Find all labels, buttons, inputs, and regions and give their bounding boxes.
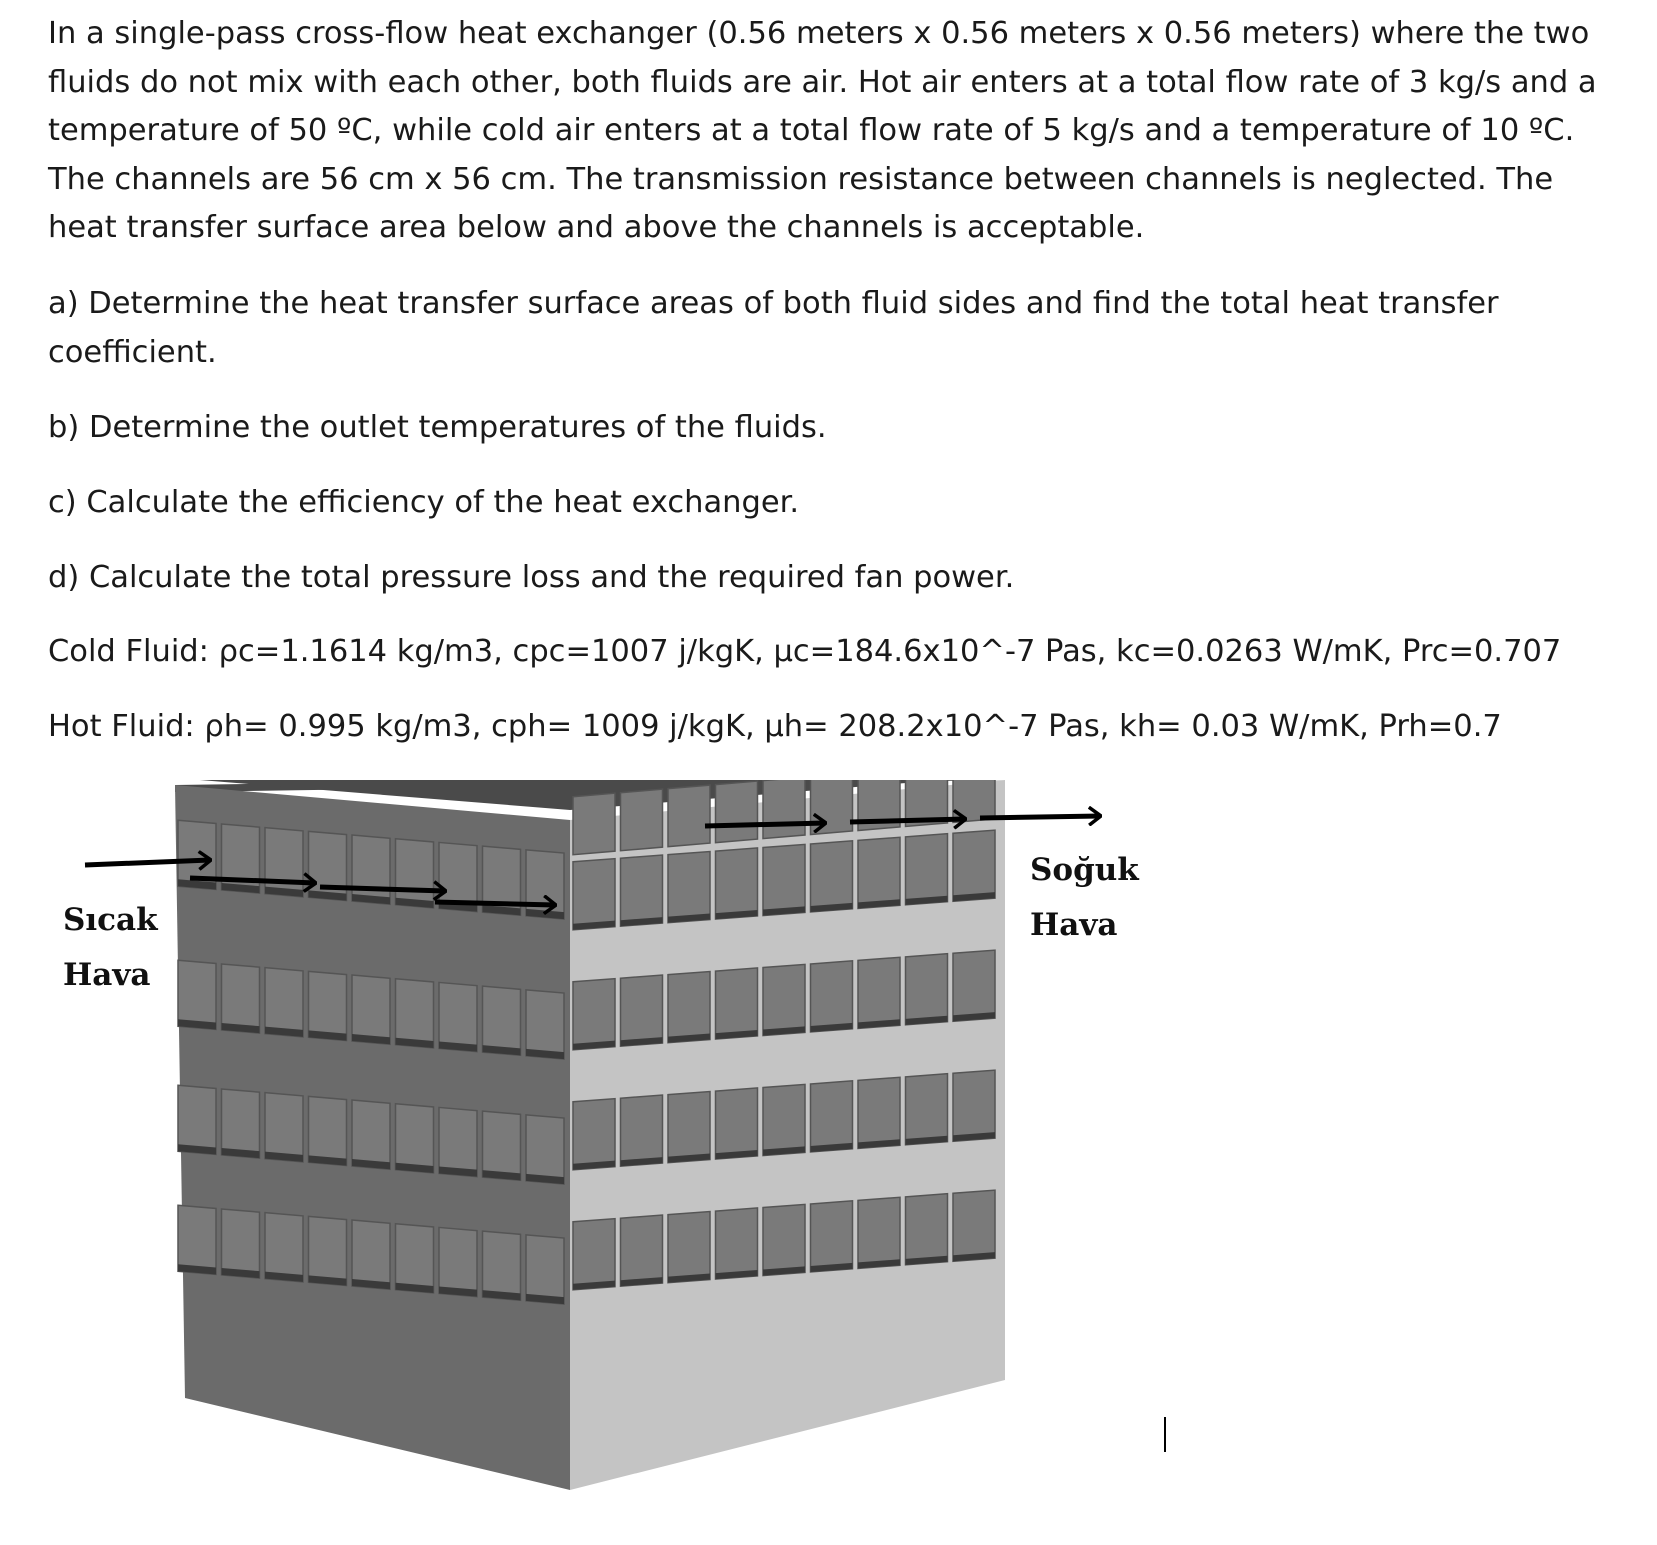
- cold-channel-cell: [763, 844, 805, 915]
- hot-channel-cell: [526, 990, 564, 1059]
- cold-channel-cell: [573, 793, 615, 855]
- hot-channel-cell: [309, 1216, 347, 1285]
- hot-channel-cell: [526, 1115, 564, 1184]
- heat-exchanger-figure: [0, 780, 1657, 1545]
- hot-channel-cell: [352, 835, 390, 904]
- hot-channel-cell: [396, 1224, 434, 1293]
- cold-channel-cell: [811, 1081, 853, 1152]
- hot-channel-cell: [352, 1100, 390, 1169]
- question-a: a) Determine the heat transfer surface areas of both fluid sides and find the total heat transfer coefficient.: [48, 286, 1499, 370]
- hot-channel-cell: [309, 831, 347, 900]
- cold-channel-cell: [811, 1201, 853, 1272]
- hot-channel-cell: [222, 1089, 260, 1158]
- hot-channel-cell: [483, 986, 521, 1055]
- cold-channel-cell: [716, 781, 758, 843]
- cold-channel-cell: [668, 972, 710, 1043]
- cold-channel-cell: [763, 964, 805, 1035]
- problem-statement: In a single-pass cross-flow heat exchanger (0.56 meters x 0.56 meters x 0.56 meters) where the two fluids do not mix with each other, both fluids are air. Hot air enters at a total flow rate of 3 kg/s and a temperature of 50 ºC, while cold air enters at a total flow rate of 5 kg/s and a temperature of 10 ºC. The channels are 56 cm x 56 cm. The transmission resistance between channels is neglected. The heat transfer surface area below and above the channels is acceptable.: [48, 16, 1597, 245]
- hot-channel-cell: [526, 1235, 564, 1304]
- hot-fluid-properties: Hot Fluid: ρh= 0.995 kg/m3, cph= 1009 j/kgK, μh= 208.2x10^-7 Pas, kh= 0.03 W/mK, Prh=0.7: [48, 709, 1502, 744]
- cold-channel-cell: [573, 859, 615, 930]
- cold-channel-cell: [668, 1212, 710, 1283]
- cold-channel-cell: [573, 1219, 615, 1290]
- cold-channel-cell: [621, 1095, 663, 1166]
- hot-channel-cell: [178, 960, 216, 1029]
- hot-channel-cell: [352, 975, 390, 1044]
- cold-channel-cell: [906, 1074, 948, 1145]
- hot-channel-cell: [309, 971, 347, 1040]
- cold-channel-cell: [953, 1070, 995, 1141]
- cold-channel-cell: [811, 780, 853, 835]
- cold-channel-cell: [858, 957, 900, 1028]
- hot-channel-cell: [265, 828, 303, 897]
- cold-channel-cell: [763, 780, 805, 839]
- hot-channel-cell: [178, 1085, 216, 1154]
- cold-channel-cell: [668, 852, 710, 923]
- cold-channel-cell: [668, 785, 710, 847]
- cold-channel-cell: [716, 848, 758, 919]
- cold-air-label-line2: Hava: [1030, 907, 1118, 943]
- question-c: c) Calculate the efficiency of the heat exchanger.: [48, 485, 800, 520]
- hot-channel-cell: [309, 1096, 347, 1165]
- cold-channel-cell: [668, 1092, 710, 1163]
- cold-channel-cell: [621, 1215, 663, 1286]
- cold-channel-cell: [621, 789, 663, 851]
- cold-channel-cell: [573, 979, 615, 1050]
- cold-channel-cell: [811, 961, 853, 1032]
- hot-air-label-line1: Sıcak: [63, 902, 158, 938]
- hot-channel-cell: [222, 964, 260, 1033]
- hot-channel-cell: [439, 982, 477, 1051]
- hot-channel-cell: [396, 1104, 434, 1173]
- question-d: d) Calculate the total pressure loss and the required fan power.: [48, 560, 1015, 595]
- cold-channel-cell: [953, 830, 995, 901]
- hot-air-label-line2: Hava: [63, 957, 151, 993]
- hot-channel-cell: [439, 1107, 477, 1176]
- cold-channel-cell: [716, 1088, 758, 1159]
- cold-channel-cell: [621, 975, 663, 1046]
- hot-channel-cell: [483, 1231, 521, 1300]
- cold-channel-cell: [953, 1190, 995, 1261]
- cold-air-label-line1: Soğuk: [1030, 852, 1139, 888]
- cold-channel-cell: [621, 855, 663, 926]
- cold-channel-cell: [906, 954, 948, 1025]
- cold-channel-cell: [906, 834, 948, 905]
- hot-channel-cell: [265, 968, 303, 1037]
- hot-channel-cell: [396, 979, 434, 1048]
- hot-channel-cell: [178, 1205, 216, 1274]
- hot-channel-cell: [396, 839, 434, 908]
- cold-channel-cell: [573, 1099, 615, 1170]
- cold-channel-cell: [763, 1204, 805, 1275]
- hot-channel-cell: [265, 1213, 303, 1282]
- cold-fluid-properties: Cold Fluid: ρc=1.1614 kg/m3, cpc=1007 j/kgK, μc=184.6x10^-7 Pas, kc=0.0263 W/mK, Prc=0.707: [48, 634, 1562, 669]
- hot-channel-cell: [352, 1220, 390, 1289]
- hot-channel-cell: [265, 1093, 303, 1162]
- cold-channel-cell: [716, 968, 758, 1039]
- hot-channel-cell: [222, 1209, 260, 1278]
- cold-channel-cell: [858, 837, 900, 908]
- hot-channel-cell: [526, 850, 564, 919]
- cold-channel-cell: [858, 1197, 900, 1268]
- hot-channel-cell: [439, 1227, 477, 1296]
- hot-channel-cell: [483, 1111, 521, 1180]
- cold-channel-cell: [763, 1084, 805, 1155]
- question-b: b) Determine the outlet temperatures of the fluids.: [48, 410, 827, 445]
- cold-channel-cell: [906, 1194, 948, 1265]
- cold-channel-cell: [811, 841, 853, 912]
- cold-channel-cell: [953, 950, 995, 1021]
- cold-channel-cell: [716, 1208, 758, 1279]
- cold-channel-cell: [858, 1077, 900, 1148]
